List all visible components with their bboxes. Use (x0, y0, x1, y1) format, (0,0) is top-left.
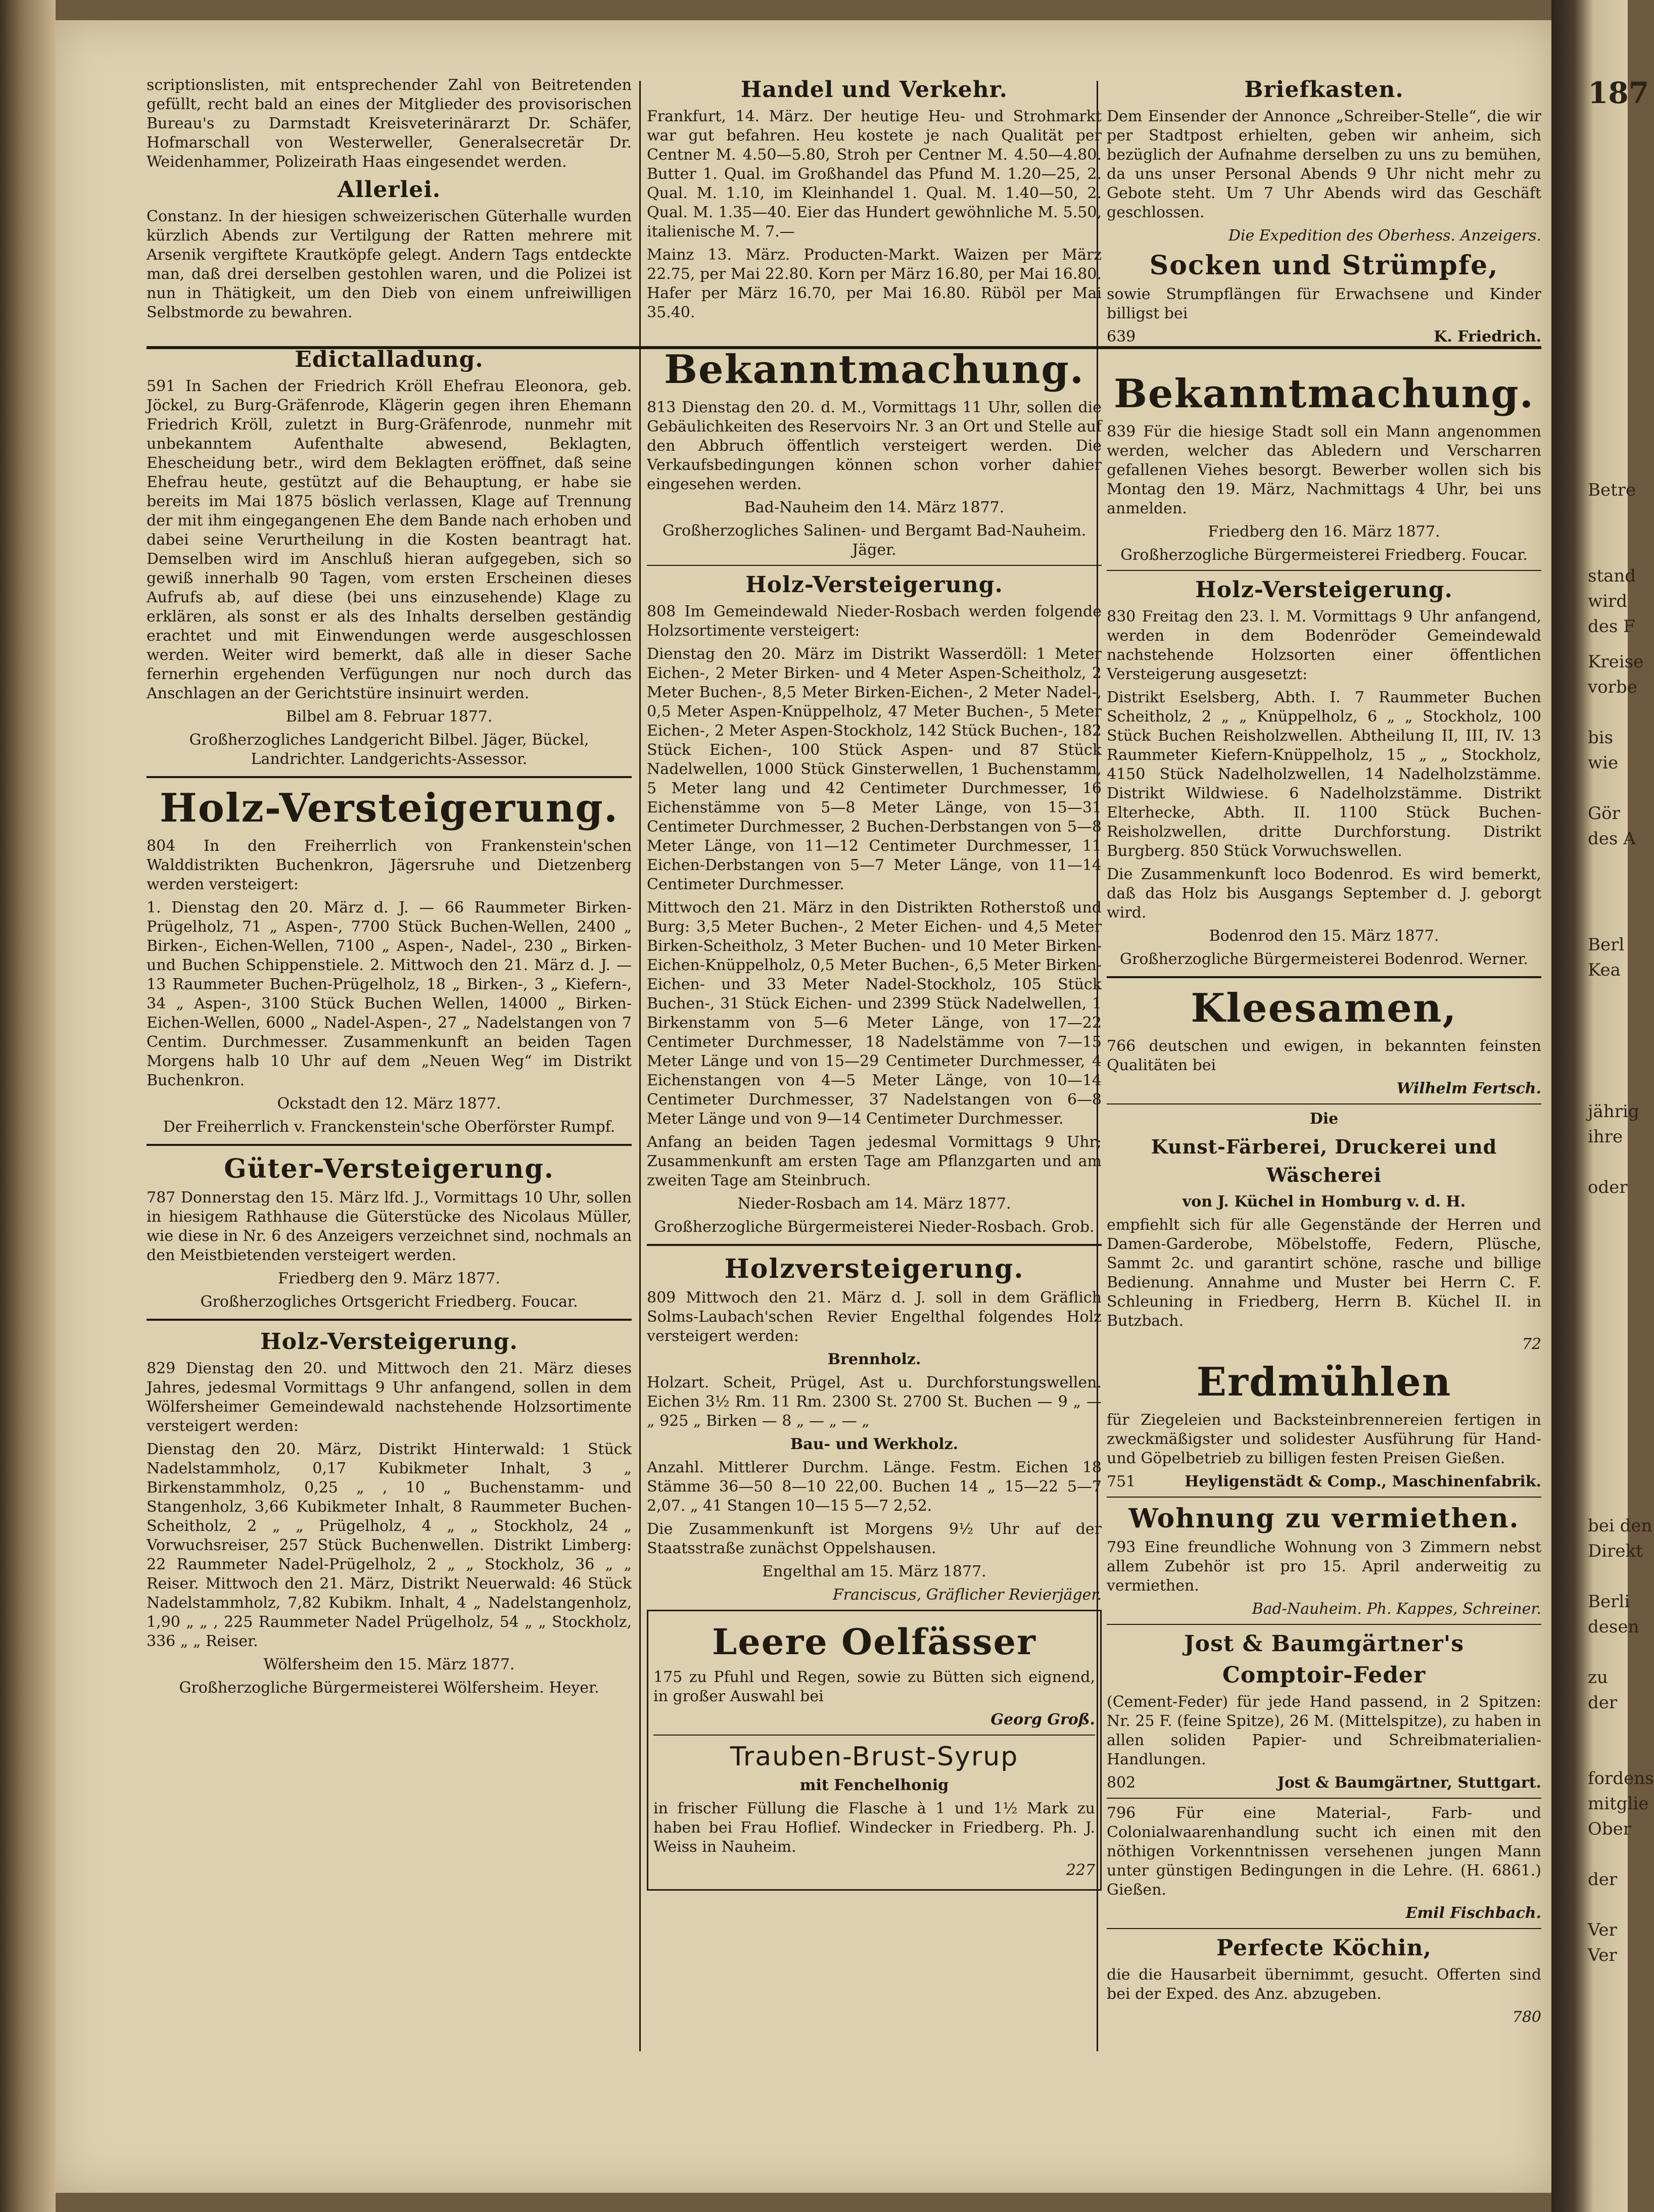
edge-fragment: wird (1588, 591, 1627, 611)
kunst-von: von J. Küchel in Homburg v. d. H. (1182, 1193, 1466, 1211)
holz4-list-bauholz: Anzahl. Mittlerer Durchm. Länge. Festm. Eichen 18 Stämme 36—50 8—10 22,00. Buchen 14 „ 15—22 5—7 2,07. „ 41 Stangen 10—15 5—7 2,52. (647, 1459, 1102, 1515)
edict-signature: Großherzogliches Landgericht Bilbel. Jäger, Bückel, Landrichter. Landgerichts-Assessor. (189, 731, 589, 768)
edge-fragment: wie (1588, 753, 1619, 773)
koechin-heading: Perfecte Köchin, (1216, 1935, 1432, 1961)
bekannt-heading: Bekanntmachung. (664, 347, 1084, 393)
holz2-text: 829 Dienstag den 20. und Mittwoch den 21. März dieses Jahres, jedesmal Vormittags 9 Uhr anfangend, sollen in dem Wölfersheimer Gemeindewald nachstehende Holzsortimente versteigert werden: (147, 1360, 632, 1435)
edge-fragment: ihre (1588, 1127, 1623, 1147)
holz3-signature: Großherzogliche Bürgermeisterei Nieder-Rosbach. Grob. (654, 1218, 1095, 1236)
jost-text: (Cement-Feder) für jede Hand passend, in 2 Spitzen: Nr. 25 F. (feine Spitze), 26 M. (Mittelspitze), zu haben in allen soliden Papier- und Schreibmaterialien-Handlungen. (1107, 1693, 1541, 1768)
holz4-sub-bauholz: Bau- und Werkholz. (790, 1435, 959, 1453)
holz5-heading: Holz-Versteigerung. (1195, 577, 1453, 603)
edge-fragment: Kreise (1588, 652, 1644, 672)
edge-fragment: Betre (1588, 480, 1636, 500)
edge-fragment: Kea (1588, 960, 1621, 980)
jost-number: 802 (1107, 1774, 1136, 1792)
divider (1107, 1928, 1541, 1929)
bekannt-place: Bad-Nauheim den 14. März 1877. (744, 499, 1005, 516)
erdmuehlen-footer (1107, 1472, 1541, 1492)
erdmuehlen-heading: Erdmühlen (1196, 1359, 1452, 1405)
allerlei-text: Constanz. In der hiesigen schweizerischen Güterhalle wurden kürzlich Abends zur Vertilgung der Ratten mehrere mit Arsenik vergiftete Krautköpfe gelegt. Andern Tags entdeckte man, daß drei derselben gestohlen waren, und die Polizei ist nun in Thätigkeit, um den Dieb von einem unfreiwilligen Selbstmorde zu bewahren. (147, 208, 632, 321)
gueter-signature: Großherzogliches Ortsgericht Friedberg. Foucar. (200, 1293, 578, 1311)
briefkasten-signature: Die Expedition des Oberhess. Anzeigers. (1228, 227, 1541, 245)
holz4-place: Engelthal am 15. März 1877. (762, 1563, 986, 1580)
syrup-heading: Trauben-Brust-Syrup (730, 1742, 1019, 1772)
column-middle (647, 76, 1102, 1896)
leere-name: Georg Groß. (990, 1711, 1095, 1728)
edge-fragment: des A (1588, 829, 1636, 849)
holz2-place: Wölfersheim den 15. März 1877. (263, 1656, 515, 1673)
holz4-text: 809 Mittwoch den 21. März d. J. soll in dem Gräflich Solms-Laubach'schen Revier Engelthal folgendes Holz versteigert werden: (647, 1289, 1102, 1345)
mainz-text: Mainz 13. März. Producten-Markt. Waizen per März 22.75, per Mai 22.80. Korn per März 16.80, per Mai 16.80. Hafer per März 16.70, per Mai 16.80. Rüböl per Mai 35.40. (647, 246, 1102, 321)
edge-fragment: des F (1588, 616, 1635, 637)
bek2-heading: Bekanntmachung. (1114, 371, 1534, 417)
holz1-signature: Der Freiherrlich v. Franckenstein'sche Oberförster Rumpf. (163, 1118, 616, 1136)
divider (647, 565, 1102, 566)
leere-text: 175 zu Pfuhl und Regen, sowie zu Bütten sich eignend, in großer Auswahl bei (653, 1668, 1095, 1705)
divider (1107, 1624, 1541, 1625)
leere-oelfaesser-ad (647, 1610, 1102, 1891)
holz5-place: Bodenrod den 15. März 1877. (1209, 927, 1439, 945)
edge-fragment: jährig (1588, 1101, 1639, 1122)
koechin-text: die die Hausarbeit übernimmt, gesucht. Offerten sind bei der Exped. des Anz. abzugeben. (1107, 1966, 1541, 2003)
jost-footer (1107, 1773, 1541, 1793)
leere-heading: Leere Oelfässer (712, 1621, 1036, 1663)
divider (1107, 570, 1541, 571)
edge-fragment: zu (1588, 1667, 1608, 1688)
jost-heading: Jost & Baumgärtner's (1184, 1631, 1464, 1657)
kunst-heading: Kunst-Färberei, Druckerei und Wäscherei (1151, 1135, 1497, 1186)
koechin-number: 780 (1512, 2008, 1541, 2026)
gueter-text: 787 Donnerstag den 15. März lfd. J., Vormittags 10 Uhr, sollen in hiesigem Rathhause die Güterstücke des Nicolaus Müller, wie diese in Nr. 6 des Anzeigers verzeichnet sind, nochmals an den Meistbietenden versteigert werden. (147, 1189, 632, 1264)
kunst-number: 72 (1522, 1335, 1541, 1353)
material-name: Emil Fischbach. (1405, 1904, 1541, 1922)
column-right (1107, 76, 1541, 2031)
book-gutter-left (0, 0, 56, 2212)
column-rule (639, 81, 641, 2051)
edge-fragment: fordens (1588, 1768, 1654, 1789)
holz1-place: Ockstadt den 12. März 1877. (277, 1095, 501, 1113)
divider (1107, 976, 1541, 978)
edge-fragment: Ober (1588, 1819, 1632, 1839)
edict-heading: Edictalladung. (295, 347, 484, 372)
divider (1107, 1497, 1541, 1498)
holz4-heading: Holzversteigerung. (724, 1254, 1024, 1284)
holz1-text: 804 In den Freiherrlich von Frankenstein'schen Walddistrikten Buchenkron, Jägersruhe und Dietzenberg werden versteigert: (147, 837, 632, 893)
holz5-list: Distrikt Eselsberg, Abth. I. 7 Raummeter Buchen Scheitholz, 2 „ „ Knüppelholz, 6 „ „ Stockholz, 100 Stück Buchen Reisholzwellen. Abtheilung II, III, IV. 13 Raummeter Kiefern-Knüppelholz, 15 „ „ Stockholz, 4150 Stück Nadelholzwellen, 14 Nadelholzstämme. Distrikt Wildwiese. 6 Nadelholzstämme. Distrikt Elterhecke, Abth. II. 1100 Stück Buchen-Reisholzwellen, dritte Durchforstung. Distrikt Burgberg. 850 Stück Vorwuchswellen. (1107, 689, 1541, 860)
edge-fragment: Berli (1588, 1592, 1630, 1612)
divider (1107, 1103, 1541, 1104)
material-text: 796 Für eine Material-, Farb- und Colonialwaarenhandlung sucht ich einen mit den nöthigen Vorkenntnissen versehenen jungen Mann unter günstigen Bedingungen in die Lehre. (H. 6861.) Gießen. (1107, 1804, 1541, 1899)
holz2-signature: Großherzogliche Bürgermeisterei Wölfersheim. Heyer. (179, 1679, 599, 1697)
klee-heading: Kleesamen, (1191, 985, 1457, 1031)
edge-fragment: bis (1588, 728, 1614, 748)
wohnung-heading: Wohnung zu vermiethen. (1128, 1503, 1520, 1534)
edict-text: 591 In Sachen der Friedrich Kröll Ehefrau Eleonora, geb. Jöckel, zu Burg-Gräfenrode, Klägerin gegen ihren Ehemann Friedrich Kröll, zuletzt in Burg-Gräfenrode, nunmehr mit unbekanntem Aufenthalte abwesend, Beklagten, Ehescheidung betr., wird dem Beklagten eröffnet, daß seine Ehefrau heute, gestützt auf die Behauptung, er habe sie bereits im Mai 1875 böslich verlassen, Klage auf Trennung der mit ihm eingegangenen Ehe dem Bande nach erhoben und dabei seine Verurtheilung in die Kosten beantragt hat. Demselben wird im Anschluß hieran aufgegeben, sich so gewiß innerhalb 90 Tagen, vom ersten Erscheinen dieses Aufrufs ab, auf diese (bei uns einzusehende) Klage zu erklären, als sonst er als des Inhalts derselben geständig erachtet und mit Einwendungen werde ausgeschlossen werden. Weiter wird bemerkt, daß alle in dieser Sache fernerhin ergehenden Verfügungen nur noch durch das Anschlagen an der Gerichtstüre insinuirt werden. (147, 377, 632, 702)
gueter-place: Friedberg den 9. März 1877. (278, 1270, 500, 1287)
holz3-heading: Holz-Versteigerung. (745, 572, 1003, 598)
holz3-text: 808 Im Gemeindewald Nieder-Rosbach werden folgende Holzsortimente versteigert: (647, 603, 1102, 640)
holz3-place: Nieder-Rosbach am 14. März 1877. (737, 1195, 1011, 1213)
holz4-end: Die Zusammenkunft ist Morgens 9½ Uhr auf der Staatsstraße zunächst Oppelshausen. (647, 1520, 1102, 1557)
syrup-sub: mit Fenchelhonig (799, 1776, 949, 1794)
holz2-list: Dienstag den 20. März, Distrikt Hinterwald: 1 Stück Nadelstammholz, 0,17 Kubikmeter Inhalt, 3 „ Birkenstammholz, 0,25 „ , 10 „ Buchenstamm- und Stangenholz, 3,66 Kubikmeter Inhalt, 8 Raummeter Buchen-Scheitholz, 2 „ „ Prügelholz, 4 „ „ Stockholz, 24 „ Vorwuchsreiser, 257 Stück Buchenwellen. Distrikt Limberg: 22 Raummeter Nadel-Prügelholz, 2 „ „ Stockholz, 36 „ „ Reiser. Mittwoch den 21. März, Distrikt Neuerwald: 46 Stück Nadelstammholz, 7,82 Kubikm. Inhalt, 4 „ Nadelstangenholz, 1,90 „ „ , 225 Raummeter Nadel Prügelholz, 54 „ „ Stockholz, 336 „ „ Reiser. (147, 1440, 632, 1650)
bek2-signature: Großherzogliche Bürgermeisterei Friedberg. Foucar. (1120, 546, 1528, 564)
syrup-number: 227 (1066, 1861, 1095, 1879)
edict-place: Bilbel am 8. Februar 1877. (286, 708, 493, 726)
bekannt-signature: Großherzogliches Salinen- und Bergamt Bad-Nauheim. Jäger. (662, 522, 1086, 559)
edge-fragment: Berl (1588, 935, 1625, 955)
klee-name: Wilhelm Fertsch. (1396, 1080, 1541, 1097)
divider (647, 1244, 1102, 1246)
socken-text: sowie Strumpflängen für Erwachsene und Kinder billigst bei (1107, 285, 1541, 322)
wohnung-text: 793 Eine freundliche Wohnung von 3 Zimmern nebst allem Zubehör ist pro 15. April anderweitig zu vermiethen. (1107, 1538, 1541, 1595)
column-left (147, 76, 632, 1702)
next-page-edge (1551, 0, 1654, 2212)
bek2-place: Friedberg den 16. März 1877. (1208, 523, 1440, 541)
holz3-end: Anfang an beiden Tagen jedesmal Vormittags 9 Uhr; Zusammenkunft am ersten Tage am Pflanzgarten und am zweiten Tage am Steinbruch. (647, 1133, 1102, 1189)
divider (147, 1319, 632, 1321)
holz3-list-wednesday: Mittwoch den 21. März in den Distrikten Rotherstoß und Burg: 3,5 Meter Buchen-, 2 Meter Eichen- und 4,5 Meter Birken-Scheitholz, 3 Meter Buchen- und 10 Meter Birken-Eichen-Knüppelholz, 0,5 Meter Buchen-, 6,5 Meter Birken-Eichen- und 33 Meter Nadel-Stockholz, 105 Stück Buchen-, 31 Stück Eichen- und 2399 Stück Nadelwellen, 1 Birkenstamm von 5—6 Meter Länge, von 17—22 Centimeter Durchmesser, 18 Nadelstämme von 7—15 Meter Länge und von 15—29 Centimeter Durchmesser, 4 Eichenstangen von 4—5 Meter Länge, von 10—14 Centimeter Durchmesser, 37 Nadelstangen von 6—8 Meter Länge und von 9—14 Centimeter Durchmesser. (647, 899, 1102, 1128)
edge-fragment: der (1588, 1869, 1618, 1890)
holz4-sub-brennholz: Brennholz. (827, 1351, 921, 1368)
edge-fragment: stand (1588, 566, 1636, 586)
holz5-end: Die Zusammenkunft loco Bodenrod. Es wird bemerkt, daß das Holz bis Ausgangs September d. J. geborgt wird. (1107, 865, 1541, 922)
edge-fragment: desen (1588, 1617, 1639, 1637)
jost-signature: Jost & Baumgärtner, Stuttgart. (1277, 1774, 1541, 1792)
edge-fragment: mitglie (1588, 1794, 1649, 1814)
socken-name: K. Friedrich. (1434, 328, 1541, 346)
briefkasten-text: Dem Einsender der Annonce „Schreiber-Stelle“, die wir per Stadtpost erhielten, geben wir anheim, sich bezüglich der Aufnahme derselben zu uns zu bemühen, da uns unser Personal Abends 9 Uhr nicht mehr zu Gebote steht. Um 7 Uhr Abends wird das Geschäft geschlossen. (1107, 108, 1541, 221)
holz4-list-brennholz: Holzart. Scheit, Prügel, Ast u. Durchforstungswellen. Eichen 3½ Rm. 11 Rm. 2300 St. 2700 St. Buchen — 9 „ — „ 925 „ Birken — 8 „ — „ — „ (647, 1374, 1102, 1430)
holz4-signature: Franciscus, Gräflicher Revierjäger. (832, 1586, 1102, 1604)
holz1-list: 1. Dienstag den 20. März d. J. — 66 Raummeter Birken-Prügelholz, 71 „ Aspen-, 7700 Stück Buchen-Wellen, 2400 „ Birken-, Eichen-Wellen, 7100 „ Aspen-, Nadel-, 230 „ Birken- und Buchen Schippenstiele. 2. Mittwoch den 21. März d. J. — 13 Raummeter Buchen-Prügelholz, 18 „ Birken-, 3 „ Kiefern-, 34 „ Aspen-, 3100 Stück Buchen Wellen, 14000 „ Birken-Eichen-Wellen, 6000 „ Nadel-Aspen-, 27 „ Nadelstangen von 7 Centim. Durchmesser. Zusammenkunft an beiden Tagen Morgens halb 10 Uhr auf dem „Neuen Weg“ im Distrikt Buchenkron. (147, 899, 632, 1089)
syrup-text: in frischer Füllung die Flasche à 1 und 1½ Mark zu haben bei Frau Hoflief. Windecker in Friedberg. Ph. J. Weiss in Nauheim. (653, 1800, 1095, 1856)
edge-fragment: der (1588, 1693, 1618, 1713)
edge-fragment: Direkt (1588, 1541, 1643, 1561)
bek2-text: 839 Für die hiesige Stadt soll ein Mann angenommen werden, welcher das Abledern und Verscharren gefallenen Viehes besorgt. Bewerber wollen sich bis Montag den 19. März, Nachmittags 4 Uhr, bei uns anmelden. (1107, 423, 1541, 517)
socken-heading: Socken und Strümpfe, (1149, 250, 1499, 281)
kunst-text: empfiehlt sich für alle Gegenstände der Herren und Damen-Garderobe, Möbelstoffe, Federn, Plüsche, Sammt 2c. und garantirt schöne, rasche und billige Bedienung. Annahme und Muster bei Herrn C. F. Schleuning in Friedberg, Herrn B. Küchel II. in Butzbach. (1107, 1216, 1541, 1330)
kunst-die: Die (1309, 1110, 1339, 1128)
holz3-list-tuesday: Dienstag den 20. März im Distrikt Wasserdöll: 1 Meter Eichen-, 2 Meter Birken- und 4 Meter Aspen-Scheitholz, 2 Meter Buchen-, 8,5 Meter Birken-Eichen-, 2 Meter Nadel-, 0,5 Meter Aspen-Knüppelholz, 47 Meter Buchen-, 5 Meter Eichen-, 2 Meter Aspen-Stockholz, 142 Stück Buchen-, 182 Stück Eichen-, 100 Stück Aspen- und 87 Stück Nadelwellen, 1000 Stück Ginsterwellen, 1 Buchenstamm, 5 Meter lang und 42 Centimeter Durchmesser, 16 Eichenstämme von 5—8 Meter Länge, von 15—31 Centimeter Durchmesser, 2 Buchen-Derbstangen von 5—8 Meter Länge, von 11—12 Centimeter Durchmesser, 11 Eichen-Derbstangen von 5—7 Meter Länge, von 11—14 Centimeter Durchmesser. (647, 645, 1102, 893)
wohnung-signature: Bad-Nauheim. Ph. Kappes, Schreiner. (1252, 1600, 1541, 1618)
edge-fragment: vorbe (1588, 677, 1637, 697)
holz5-text: 830 Freitag den 23. l. M. Vormittags 9 Uhr anfangend, werden in dem Bodenröder Gemeindewald nachstehende Holzsorten einer öffentlichen Versteigerung ausgesetzt: (1107, 608, 1541, 683)
erdmuehlen-name: Heyligenstädt & Comp., Maschinenfabrik. (1185, 1473, 1541, 1490)
edge-fragment: oder (1588, 1177, 1628, 1197)
holz5-signature: Großherzogliche Bürgermeisterei Bodenrod. Werner. (1120, 950, 1528, 968)
subscription-text: scriptionslisten, mit entsprechender Zahl von Beitretenden gefüllt, recht bald an eines der Mitglieder des provisorischen Bureau's zu Darmstadt Kreisveterinärarzt Dr. Schäfer, Hofmarschall von Westerweller, Generalsecretär Dr. Weidenhammer, Polizeirath Haas eingesendet werden. (147, 76, 632, 171)
edge-fragment: Gör (1588, 803, 1620, 824)
edge-fragment: Ver (1588, 1945, 1617, 1965)
bekannt-text: 813 Dienstag den 20. d. M., Vormittags 11 Uhr, sollen die Gebäulichkeiten des Reservoirs Nr. 3 an Ort und Stelle auf den Abbruch öffentlich versteigert werden. Die Verkaufsbedingungen können schon vorher dahier eingesehen werden. (647, 399, 1102, 493)
handel-text: Frankfurt, 14. März. Der heutige Heu- und Strohmarkt war gut befahren. Heu kostete je nach Qualität per Centner M. 4.50—5.80, Stroh per Centner M. 4.50—4.80. Butter 1. Qual. im Großhandel das Pfund M. 1.20—25, 2. Qual. M. 1.10, im Kleinhandel 1. Qual. M. 1.40—50, 2. Qual. M. 1.35—40. Eier das Hundert gewöhnliche M. 5.50, italienische M. 7.— (647, 108, 1102, 241)
erdmuehlen-number: 751 (1107, 1473, 1136, 1490)
allerlei-heading: Allerlei. (337, 177, 441, 203)
divider (653, 1735, 1095, 1736)
divider (147, 1144, 632, 1146)
klee-text: 766 deutschen und ewigen, in bekannten feinsten Qualitäten bei (1107, 1037, 1541, 1074)
briefkasten-heading: Briefkasten. (1244, 77, 1404, 103)
divider (147, 776, 632, 778)
socken-number: 639 (1107, 328, 1136, 346)
handel-heading: Handel und Verkehr. (740, 77, 1008, 103)
divider (1107, 1798, 1541, 1799)
holz1-heading: Holz-Versteigerung. (160, 785, 619, 831)
holz2-heading: Holz-Versteigerung. (260, 1329, 518, 1355)
socken-footer (1107, 327, 1541, 347)
edge-fragment: Ver (1588, 1920, 1617, 1940)
jost-subheading: Comptoir-Feder (1222, 1662, 1426, 1688)
page-number: 187 (1588, 76, 1649, 110)
erdmuehlen-text: für Ziegeleien und Backsteinbrennereien fertigen in zweckmäßigster und solidester Ausführung für Hand- und Göpelbetrieb zu billigen festen Preisen Gießen. (1107, 1411, 1541, 1467)
gueter-heading: Güter-Versteigerung. (224, 1153, 554, 1184)
edge-fragment: bei den (1588, 1516, 1652, 1536)
